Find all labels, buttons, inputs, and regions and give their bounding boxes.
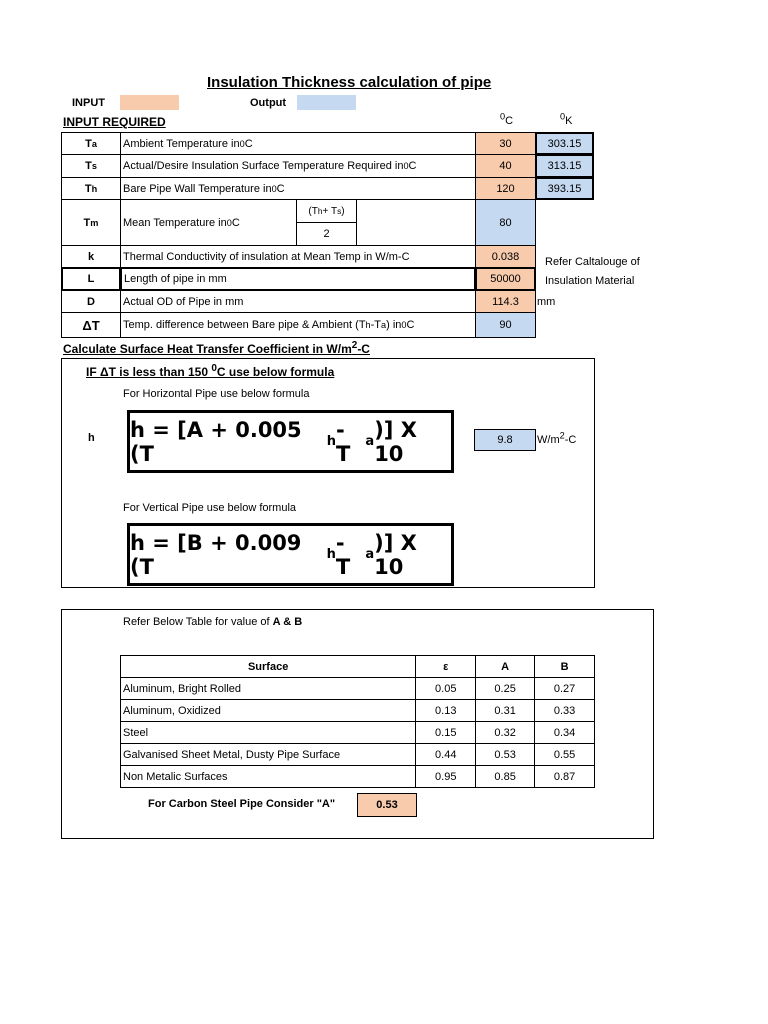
mean-temp-output: 80 (475, 199, 536, 246)
h-label: h (88, 432, 95, 444)
b-value: 0.34 (535, 722, 595, 744)
header-surface: Surface (121, 656, 416, 678)
carbon-steel-label: For Carbon Steel Pipe Consider "A" (148, 798, 336, 810)
mean-temp-spacer (356, 199, 476, 246)
a-value: 0.32 (476, 722, 535, 744)
surface-name: Aluminum, Oxidized (121, 700, 416, 722)
a-value: 0.25 (476, 678, 535, 700)
a-value: 0.31 (476, 700, 535, 722)
surface-name: Steel (121, 722, 416, 744)
table-row (121, 700, 595, 722)
ambient-temp-kelvin: 303.15 (535, 132, 594, 155)
table-header-row (121, 656, 595, 678)
desc-d: Actual OD of Pipe in mm (120, 290, 476, 313)
h-unit: $W/m^2-C$ (537, 430, 577, 446)
delta-t-output: 90 (475, 312, 536, 338)
pipe-od-input[interactable]: 114.3 (475, 290, 536, 313)
h-value-output: 9.8 (474, 429, 536, 451)
legend-output-label: Output (250, 97, 287, 109)
symbol-k: k (61, 245, 121, 268)
table-row (121, 744, 595, 766)
vertical-formula: h = [B + 0.009 (T h - T a )] X 10 (127, 523, 454, 586)
ambient-temp-input[interactable]: 30 (475, 132, 536, 155)
b-value: 0.27 (535, 678, 595, 700)
b-value: 0.33 (535, 700, 595, 722)
mean-temp-denominator: 2 (296, 222, 357, 246)
surface-name: Galvanised Sheet Metal, Dusty Pipe Surface (121, 744, 416, 766)
header-epsilon: ε (416, 656, 476, 678)
legend-output-swatch (297, 95, 356, 110)
surface-temp-kelvin: 313.15 (535, 154, 594, 178)
desc-ts: Actual/Desire Insulation Surface Temperature Required in 0 C (120, 154, 476, 178)
pipe-od-unit: mm (537, 296, 556, 308)
table-row (121, 722, 595, 744)
b-value: 0.55 (535, 744, 595, 766)
surface-name: Aluminum, Bright Rolled (121, 678, 416, 700)
condition-heading: IF ΔT is less than 150 $^0$C use below formula (86, 363, 335, 379)
legend-input-label: INPUT (72, 97, 105, 109)
refer-catalogue-note: Refer Caltalouge of Insulation Material (545, 256, 640, 287)
desc-k: Thermal Conductivity of insulation at Mean Temp in W/m-C (120, 245, 476, 268)
input-required-heading: INPUT REQUIRED (63, 115, 166, 129)
desc-ta: Ambient Temperature in 0 C (120, 132, 476, 155)
desc-l: Length of pipe in mm (120, 267, 476, 291)
symbol-tm: T m (61, 199, 121, 246)
header-a: A (476, 656, 535, 678)
carbon-steel-a-input[interactable]: 0.53 (357, 793, 417, 817)
kelvin-header: $^0$K (560, 111, 573, 127)
page-title: Insulation Thickness calculation of pipe (207, 74, 492, 91)
header-b: B (535, 656, 595, 678)
symbol-ta: T a (61, 132, 121, 155)
vertical-pipe-label: For Vertical Pipe use below formula (123, 502, 297, 514)
symbol-l: L (61, 267, 121, 291)
epsilon-value: 0.15 (416, 722, 476, 744)
legend-input-swatch (120, 95, 179, 110)
desc-tm: Mean Temperature in 0 C (120, 199, 297, 246)
a-value: 0.85 (476, 766, 535, 788)
b-value: 0.87 (535, 766, 595, 788)
pipe-length-input[interactable]: 50000 (475, 267, 536, 291)
epsilon-value: 0.05 (416, 678, 476, 700)
pipe-wall-temp-kelvin: 393.15 (535, 177, 594, 200)
horizontal-pipe-label: For Horizontal Pipe use below formula (123, 388, 310, 400)
surface-table (120, 655, 595, 788)
epsilon-value: 0.13 (416, 700, 476, 722)
symbol-d: D (61, 290, 121, 313)
mean-temp-numerator: (T h + T s ) (296, 199, 357, 223)
symbol-delta-t: ΔT (61, 312, 121, 338)
pipe-wall-temp-input[interactable]: 120 (475, 177, 536, 200)
desc-th: Bare Pipe Wall Temperature in 0 C (120, 177, 476, 200)
epsilon-value: 0.95 (416, 766, 476, 788)
table-row (121, 766, 595, 788)
celsius-header: $^0$C (500, 111, 514, 127)
horizontal-formula: h = [A + 0.005 (T h - T a )] X 10 (127, 410, 454, 473)
symbol-th: T h (61, 177, 121, 200)
table-row (121, 678, 595, 700)
desc-delta-t: Temp. difference between Bare pipe & Ambient (T h -T a ) in 0 C (120, 312, 476, 338)
symbol-ts: T s (61, 154, 121, 178)
table-note: Refer Below Table for value of A & B (123, 616, 303, 628)
thermal-conductivity-input[interactable]: 0.038 (475, 245, 536, 268)
a-value: 0.53 (476, 744, 535, 766)
htc-section-heading: Calculate Surface Heat Transfer Coefficient in $W/m^2-C$ (63, 340, 370, 356)
surface-temp-input[interactable]: 40 (475, 154, 536, 178)
epsilon-value: 0.44 (416, 744, 476, 766)
surface-name: Non Metalic Surfaces (121, 766, 416, 788)
